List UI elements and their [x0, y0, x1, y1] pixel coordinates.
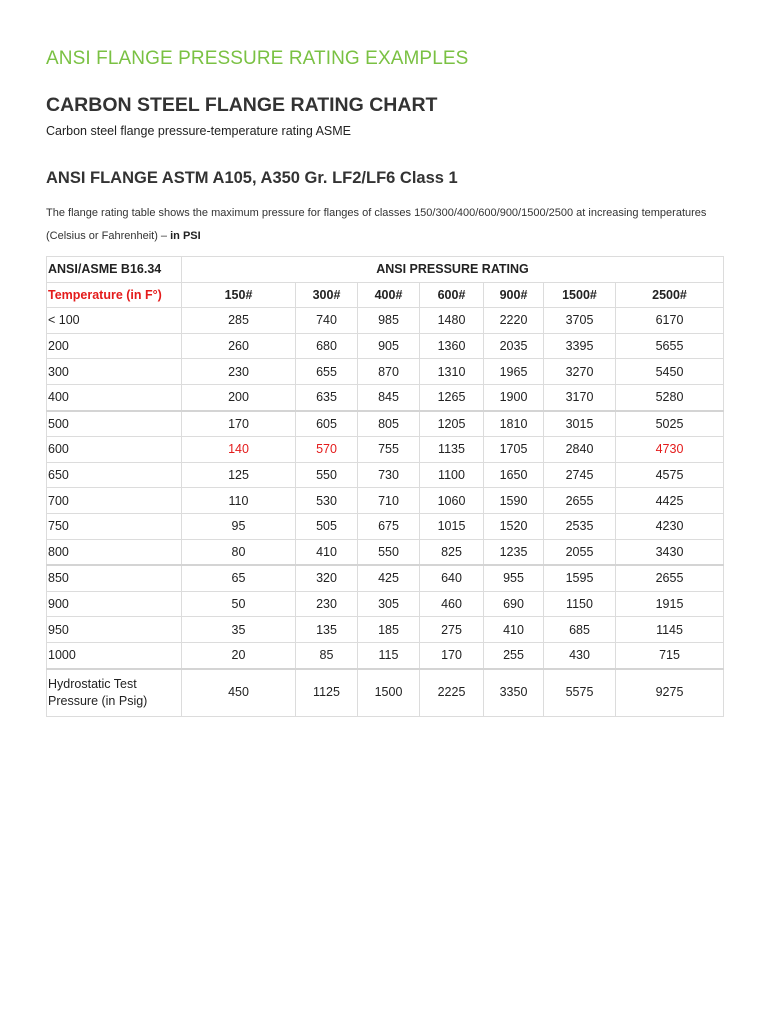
temperature-cell: 900 [47, 591, 182, 617]
section-title: ANSI FLANGE PRESSURE RATING EXAMPLES [46, 48, 469, 69]
rating-cell: 3705 [544, 308, 616, 334]
hydrostatic-cell: 9275 [616, 669, 724, 717]
rating-cell: 140 [182, 437, 296, 463]
rating-cell: 2220 [484, 308, 544, 334]
temperature-cell: 750 [47, 513, 182, 539]
rating-cell: 255 [484, 642, 544, 668]
table-row [47, 617, 724, 643]
class-header-1: 300# [296, 282, 358, 308]
hydrostatic-label-line2: Pressure (in Psig) [48, 693, 148, 708]
rating-cell: 425 [358, 565, 420, 591]
hydrostatic-cell: 450 [182, 669, 296, 717]
rating-cell: 3170 [544, 384, 616, 410]
class-header-5: 1500# [544, 282, 616, 308]
rating-cell: 460 [420, 591, 484, 617]
pressure-rating-table [46, 256, 724, 717]
rating-cell: 805 [358, 411, 420, 437]
rating-cell: 2655 [544, 488, 616, 514]
rating-cell: 1360 [420, 333, 484, 359]
rating-cell: 85 [296, 642, 358, 668]
class-header-6: 2500# [616, 282, 724, 308]
temperature-cell: < 100 [47, 308, 182, 334]
rating-cell: 730 [358, 462, 420, 488]
table-row [47, 359, 724, 385]
temperature-cell: 300 [47, 359, 182, 385]
rating-cell: 5280 [616, 384, 724, 410]
table-row [47, 462, 724, 488]
rating-cell: 65 [182, 565, 296, 591]
rating-cell: 4575 [616, 462, 724, 488]
rating-cell: 845 [358, 384, 420, 410]
class-header-4: 900# [484, 282, 544, 308]
hydrostatic-cell: 5575 [544, 669, 616, 717]
rating-cell: 1900 [484, 384, 544, 410]
rating-cell: 2055 [544, 539, 616, 565]
rating-cell: 675 [358, 513, 420, 539]
rating-cell: 690 [484, 591, 544, 617]
table-row [47, 642, 724, 668]
table-row [47, 488, 724, 514]
temperature-header: Temperature (in F°) [47, 282, 182, 308]
rating-cell: 570 [296, 437, 358, 463]
hydrostatic-label [47, 669, 182, 717]
rating-cell: 115 [358, 642, 420, 668]
rating-cell: 2655 [616, 565, 724, 591]
rating-cell: 4730 [616, 437, 724, 463]
table-row [47, 308, 724, 334]
rating-cell: 605 [296, 411, 358, 437]
table-row [47, 591, 724, 617]
rating-cell: 1205 [420, 411, 484, 437]
rating-cell: 95 [182, 513, 296, 539]
rating-cell: 275 [420, 617, 484, 643]
rating-cell: 35 [182, 617, 296, 643]
rating-cell: 1520 [484, 513, 544, 539]
rating-cell: 2535 [544, 513, 616, 539]
table-body [47, 257, 724, 717]
rating-cell: 1145 [616, 617, 724, 643]
rating-cell: 230 [296, 591, 358, 617]
hydrostatic-cell: 3350 [484, 669, 544, 717]
group-header: ANSI PRESSURE RATING [182, 257, 724, 283]
rating-cell: 80 [182, 539, 296, 565]
hydrostatic-cell: 2225 [420, 669, 484, 717]
table-row [47, 565, 724, 591]
rating-cell: 110 [182, 488, 296, 514]
rating-cell: 2745 [544, 462, 616, 488]
hydrostatic-test-row [47, 669, 724, 717]
rating-cell: 3015 [544, 411, 616, 437]
temperature-cell: 600 [47, 437, 182, 463]
temperature-cell: 800 [47, 539, 182, 565]
rating-cell: 825 [420, 539, 484, 565]
temperature-cell: 700 [47, 488, 182, 514]
rating-cell: 1150 [544, 591, 616, 617]
rating-cell: 1310 [420, 359, 484, 385]
rating-cell: 185 [358, 617, 420, 643]
standard-label: ANSI/ASME B16.34 [47, 257, 182, 283]
intro-text: The flange rating table shows the maximum pressure for flanges of classes 150/300/400/600/900/1500/2500 at increasing temperatures (Celsius or Fahrenheit) – [46, 207, 707, 242]
rating-cell: 1235 [484, 539, 544, 565]
rating-cell: 530 [296, 488, 358, 514]
intro-emphasis: in PSI [170, 230, 201, 242]
intro-paragraph [46, 202, 726, 248]
rating-cell: 6170 [616, 308, 724, 334]
rating-cell: 550 [358, 539, 420, 565]
temperature-cell: 200 [47, 333, 182, 359]
rating-cell: 1135 [420, 437, 484, 463]
temperature-cell: 950 [47, 617, 182, 643]
rating-cell: 870 [358, 359, 420, 385]
rating-cell: 430 [544, 642, 616, 668]
rating-cell: 1915 [616, 591, 724, 617]
rating-cell: 2035 [484, 333, 544, 359]
rating-cell: 1965 [484, 359, 544, 385]
rating-cell: 200 [182, 384, 296, 410]
rating-cell: 3430 [616, 539, 724, 565]
rating-cell: 20 [182, 642, 296, 668]
table-row [47, 384, 724, 410]
rating-cell: 1060 [420, 488, 484, 514]
rating-cell: 1265 [420, 384, 484, 410]
rating-cell: 3395 [544, 333, 616, 359]
rating-cell: 740 [296, 308, 358, 334]
temperature-cell: 500 [47, 411, 182, 437]
rating-cell: 230 [182, 359, 296, 385]
rating-cell: 755 [358, 437, 420, 463]
class-header-row [47, 282, 724, 308]
rating-cell: 635 [296, 384, 358, 410]
class-header-0: 150# [182, 282, 296, 308]
table-row [47, 437, 724, 463]
class-header-2: 400# [358, 282, 420, 308]
rating-cell: 655 [296, 359, 358, 385]
rating-cell: 260 [182, 333, 296, 359]
spec-title: ANSI FLANGE ASTM A105, A350 Gr. LF2/LF6 Class 1 [46, 169, 458, 187]
rating-cell: 410 [484, 617, 544, 643]
chart-subtitle: Carbon steel flange pressure-temperature rating ASME [46, 124, 352, 138]
table-row [47, 539, 724, 565]
rating-cell: 170 [420, 642, 484, 668]
rating-cell: 410 [296, 539, 358, 565]
rating-cell: 905 [358, 333, 420, 359]
rating-cell: 1650 [484, 462, 544, 488]
rating-cell: 1015 [420, 513, 484, 539]
temperature-cell: 650 [47, 462, 182, 488]
rating-cell: 1590 [484, 488, 544, 514]
rating-cell: 285 [182, 308, 296, 334]
rating-cell: 680 [296, 333, 358, 359]
table-row [47, 513, 724, 539]
rating-cell: 125 [182, 462, 296, 488]
rating-cell: 640 [420, 565, 484, 591]
rating-cell: 2840 [544, 437, 616, 463]
rating-cell: 685 [544, 617, 616, 643]
rating-cell: 715 [616, 642, 724, 668]
table-group-header-row [47, 257, 724, 283]
rating-cell: 1100 [420, 462, 484, 488]
temperature-cell: 400 [47, 384, 182, 410]
rating-cell: 4230 [616, 513, 724, 539]
rating-cell: 1705 [484, 437, 544, 463]
rating-cell: 1810 [484, 411, 544, 437]
table-row [47, 333, 724, 359]
hydrostatic-label-line1: Hydrostatic Test [48, 676, 137, 691]
rating-cell: 955 [484, 565, 544, 591]
rating-cell: 1595 [544, 565, 616, 591]
rating-cell: 3270 [544, 359, 616, 385]
rating-cell: 305 [358, 591, 420, 617]
rating-cell: 4425 [616, 488, 724, 514]
hydrostatic-cell: 1125 [296, 669, 358, 717]
rating-cell: 550 [296, 462, 358, 488]
chart-title: CARBON STEEL FLANGE RATING CHART [46, 94, 438, 116]
rating-cell: 170 [182, 411, 296, 437]
rating-cell: 135 [296, 617, 358, 643]
hydrostatic-cell: 1500 [358, 669, 420, 717]
rating-cell: 5450 [616, 359, 724, 385]
rating-cell: 5025 [616, 411, 724, 437]
rating-cell: 985 [358, 308, 420, 334]
rating-cell: 320 [296, 565, 358, 591]
rating-cell: 1480 [420, 308, 484, 334]
rating-cell: 5655 [616, 333, 724, 359]
rating-cell: 505 [296, 513, 358, 539]
rating-cell: 50 [182, 591, 296, 617]
class-header-3: 600# [420, 282, 484, 308]
temperature-cell: 1000 [47, 642, 182, 668]
temperature-cell: 850 [47, 565, 182, 591]
table-row [47, 411, 724, 437]
rating-cell: 710 [358, 488, 420, 514]
